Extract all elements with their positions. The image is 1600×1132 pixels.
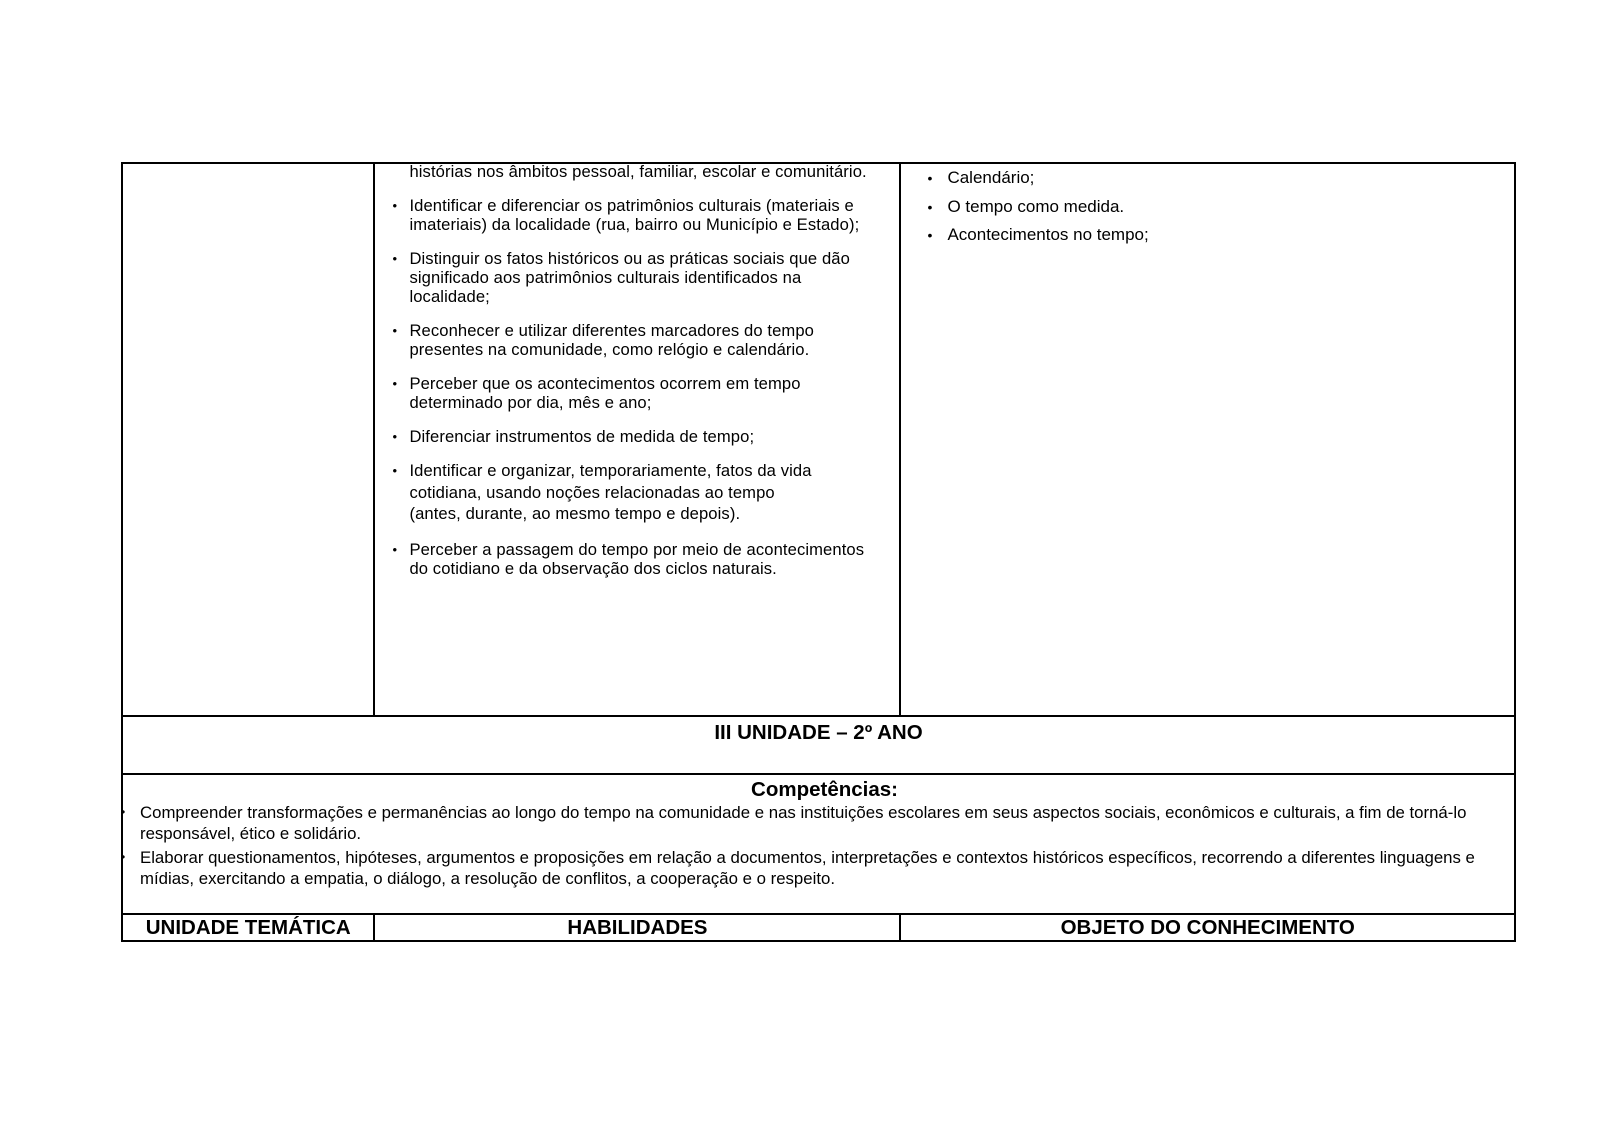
- competencia-item: • Compreender transformações e permanências ao longo do tempo na comunidade e nas instituições escolares em seus aspectos sociais, econômicos e culturais, a fim de torná-lo responsável, ético e solidário.: [140, 802, 1504, 845]
- unit-title-row: [122, 716, 1515, 774]
- unidade-tematica-cell: [122, 163, 374, 716]
- competencias-row: [122, 774, 1515, 914]
- habilidade-item: • Identificar e organizar, temporariamente, fatos da vida cotidiana, usando noções relacionadas ao tempo (antes, durante, ao mesmo tempo e depois).: [409, 460, 899, 525]
- unit-title-cell: [122, 716, 1515, 774]
- competencias-title: Competências:: [751, 778, 898, 801]
- habilidade-item: • Perceber a passagem do tempo por meio de acontecimentos do cotidiano e da observação dos ciclos naturais.: [409, 540, 899, 578]
- habilidade-item: • Identificar e diferenciar os patrimônios culturais (materiais e imateriais) da localidade (rua, bairro ou Município e Estado);: [409, 196, 899, 234]
- objeto-item: • Calendário;: [947, 168, 1514, 188]
- content-row: [122, 163, 1515, 716]
- objeto-cell: [900, 163, 1515, 716]
- habilidade-item: histórias nos âmbitos pessoal, familiar, escolar e comunitário.: [409, 162, 867, 181]
- competencia-item: • Elaborar questionamentos, hipóteses, argumentos e proposições em relação a documentos, interpretações e contextos históricos específicos, recorrendo a diferentes linguagens e mídias, exercitando a empatia, o diálogo, a resolução de conflitos, a cooperação e o respeito.: [140, 847, 1504, 890]
- habilidades-cell: [374, 163, 900, 716]
- habilidade-item: • Reconhecer e utilizar diferentes marcadores do tempo presentes na comunidade, como relógio e calendário.: [409, 321, 899, 359]
- unit-title: III UNIDADE – 2º ANO: [714, 721, 923, 744]
- competencias-list: [123, 802, 1514, 889]
- column-header-row: [122, 914, 1515, 941]
- header-unidade-tematica: UNIDADE TEMÁTICA: [122, 914, 374, 941]
- objetos-list: [901, 168, 1514, 245]
- habilidade-item: • Distinguir os fatos históricos ou as práticas sociais que dão significado aos patrimônios culturais identificados na localidade;: [409, 249, 899, 307]
- objeto-item: • O tempo como medida.: [947, 197, 1514, 217]
- habilidades-list: [375, 162, 899, 578]
- header-habilidades: HABILIDADES: [374, 914, 900, 941]
- header-objeto-conhecimento: OBJETO DO CONHECIMENTO: [900, 914, 1515, 941]
- curriculum-table: [121, 162, 1516, 942]
- competencias-cell: [122, 774, 1515, 914]
- habilidade-item: • Perceber que os acontecimentos ocorrem em tempo determinado por dia, mês e ano;: [409, 374, 899, 412]
- objeto-item: • Acontecimentos no tempo;: [947, 225, 1514, 245]
- habilidade-item: • Diferenciar instrumentos de medida de tempo;: [409, 427, 899, 446]
